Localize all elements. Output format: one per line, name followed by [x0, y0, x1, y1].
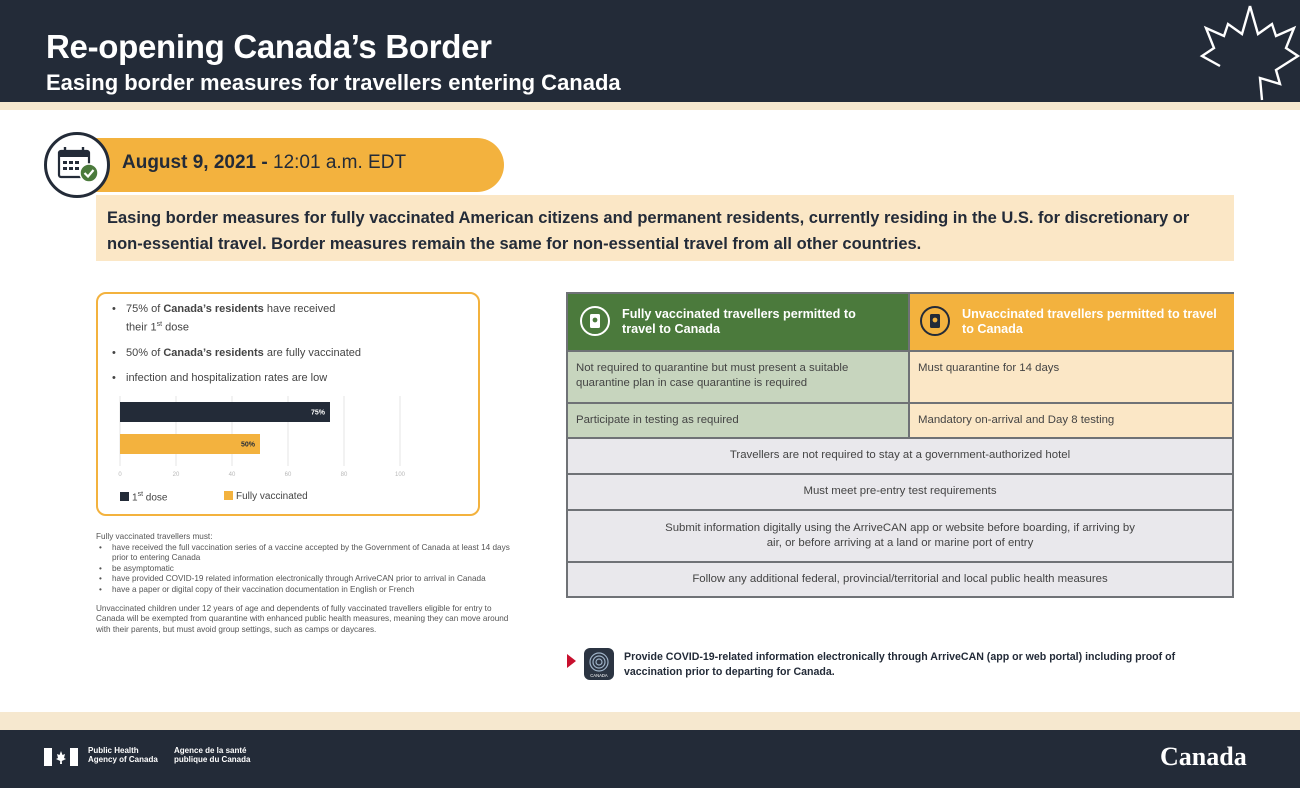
chart-tick-label: 60 — [284, 472, 292, 478]
header-fully-vaccinated — [568, 294, 908, 350]
legend-first-dose-post: dose — [145, 492, 168, 504]
chart-tick-label: 100 — [394, 472, 406, 478]
fingerprint-icon — [584, 648, 614, 680]
notes-item: • have a paper or digital copy of their vaccination documentation in English or French — [96, 585, 516, 596]
agency-name-en: Public Health Agency of Canada — [88, 746, 158, 764]
notes-item: • be asymptomatic — [96, 564, 516, 575]
notes-item: • have received the full vaccination series of a vaccine accepted by the Government of Canada at least 14 days prior to entering Canada — [96, 543, 516, 564]
stat-rates: • infection and hospitalization rates are low — [110, 371, 410, 386]
page-subtitle: Easing border measures for travellers entering Canada — [46, 70, 621, 95]
arrivecan-app-icon — [584, 648, 614, 680]
row-public-health: Follow any additional federal, provincial/territorial and local public health measures — [568, 563, 1232, 596]
chart-tick-label: 80 — [340, 472, 348, 478]
stat-first-dose-line2: their 1 — [126, 321, 157, 334]
cell-testing-vaccinated: Participate in testing as required — [568, 404, 908, 437]
legend-fully-vaccinated-label: Fully vaccinated — [236, 491, 308, 502]
calendar-check-icon — [47, 135, 107, 195]
legend-swatch-first-dose — [120, 492, 129, 501]
row-hotel: Travellers are not required to stay at a government-authorized hotel — [568, 439, 1232, 473]
canada-wordmark: Canada — [1160, 742, 1247, 771]
chart-data-label: 50% — [240, 441, 255, 449]
passport-icon — [922, 308, 948, 334]
stat-fully-subject: Canada’s residents — [163, 346, 264, 359]
date-day: August 9, 2021 - — [122, 152, 268, 173]
header-fully-vaccinated-text: Fully vaccinated travellers permitted to travel to Canada — [622, 307, 856, 336]
notes-children: Unvaccinated children under 12 years of age and dependents of fully vaccinated travellers eligible for entry to Canada will be exempted from quarantine with enhanced public health measures, meaning they can move around with their parents, but must avoid group settings, such as camps or daycares. — [96, 603, 509, 634]
chart-tick-label: 0 — [118, 472, 122, 478]
passport-icon — [582, 308, 608, 334]
cell-quarantine-vaccinated: Not required to quarantine but must present a suitable quarantine plan in case quarantine is required — [568, 352, 908, 402]
canada-flag-icon — [44, 748, 78, 766]
header-unvaccinated — [908, 294, 1234, 350]
chart-bar — [120, 434, 260, 454]
date-time: 12:01 a.m. EDT — [273, 152, 407, 173]
row-pre-entry-test: Must meet pre-entry test requirements — [568, 475, 1232, 509]
cell-testing-unvaccinated: Mandatory on-arrival and Day 8 testing — [910, 404, 1232, 437]
arrivecan-note: Provide COVID-19-related information electronically through ArriveCAN (app or web portal) including proof of vaccination prior to departing for Canada. — [624, 651, 1176, 678]
notes-item: • have provided COVID-19 related information electronically through ArriveCAN prior to arrival in Canada — [96, 574, 516, 585]
calendar-badge — [44, 132, 110, 198]
stat-first-dose-subject: Canada’s residents — [163, 303, 264, 315]
maple-leaf-icon — [1190, 0, 1300, 102]
legend-first-dose — [120, 491, 167, 503]
cell-quarantine-unvaccinated: Must quarantine for 14 days — [910, 352, 1232, 402]
row-arrivecan-submit: Submit information digitally using the ArriveCAN app or website before boarding, if arriving by air, or before arriving at a land or marine port of entry — [568, 511, 1232, 561]
agency-name-fr: Agence de la santé publique du Canada — [174, 746, 251, 764]
traveller-notes — [96, 532, 516, 635]
stat-first-dose-end: dose — [165, 321, 189, 334]
header-unvaccinated-text: Unvaccinated travellers permitted to travel to Canada — [962, 307, 1217, 336]
legend-first-dose-pre: 1 — [132, 492, 138, 504]
stat-first-dose-pct: 75% of — [126, 303, 161, 315]
page-title: Re-opening Canada’s Border — [46, 28, 492, 65]
chart-tick-label: 20 — [172, 472, 180, 478]
chart-bar — [120, 402, 330, 422]
header-bar — [0, 0, 1300, 102]
stats-list — [110, 302, 410, 396]
stat-first-dose-sup: st — [156, 321, 163, 328]
arrow-marker-icon — [567, 654, 576, 668]
intro-text: Easing border measures for fully vaccinated American citizens and permanent residents, currently residing in the U.S. for discretionary or non-essential travel. Border measures remain the same for non-essential travel from all other countries. — [107, 209, 1190, 253]
stat-first-dose — [110, 302, 410, 336]
table-column-divider — [908, 294, 910, 437]
notes-list — [96, 543, 516, 596]
vaccination-bar-chart — [110, 392, 410, 484]
stat-fully-pct: 50% of — [126, 346, 161, 359]
legend-swatch-fully-vaccinated — [224, 491, 233, 500]
notes-intro: Fully vaccinated travellers must: — [96, 532, 213, 541]
stat-fully-vaccinated — [110, 346, 410, 361]
chart-tick-label: 40 — [228, 472, 236, 478]
header-stripe — [0, 102, 1300, 110]
legend-first-dose-sup: st — [137, 491, 144, 498]
stat-fully-rest: are fully vaccinated — [266, 346, 362, 359]
footer-stripe — [0, 712, 1300, 730]
stat-first-dose-rest: have received — [266, 303, 336, 315]
date-label — [122, 152, 406, 174]
arrivecan-icon-label: CANADA — [590, 673, 608, 678]
vaccinated-passport-icon — [580, 306, 610, 336]
measures-table — [566, 292, 1234, 598]
legend-fully-vaccinated — [224, 491, 308, 502]
chart-data-label: 75% — [310, 409, 325, 417]
unvaccinated-passport-icon — [920, 306, 950, 336]
